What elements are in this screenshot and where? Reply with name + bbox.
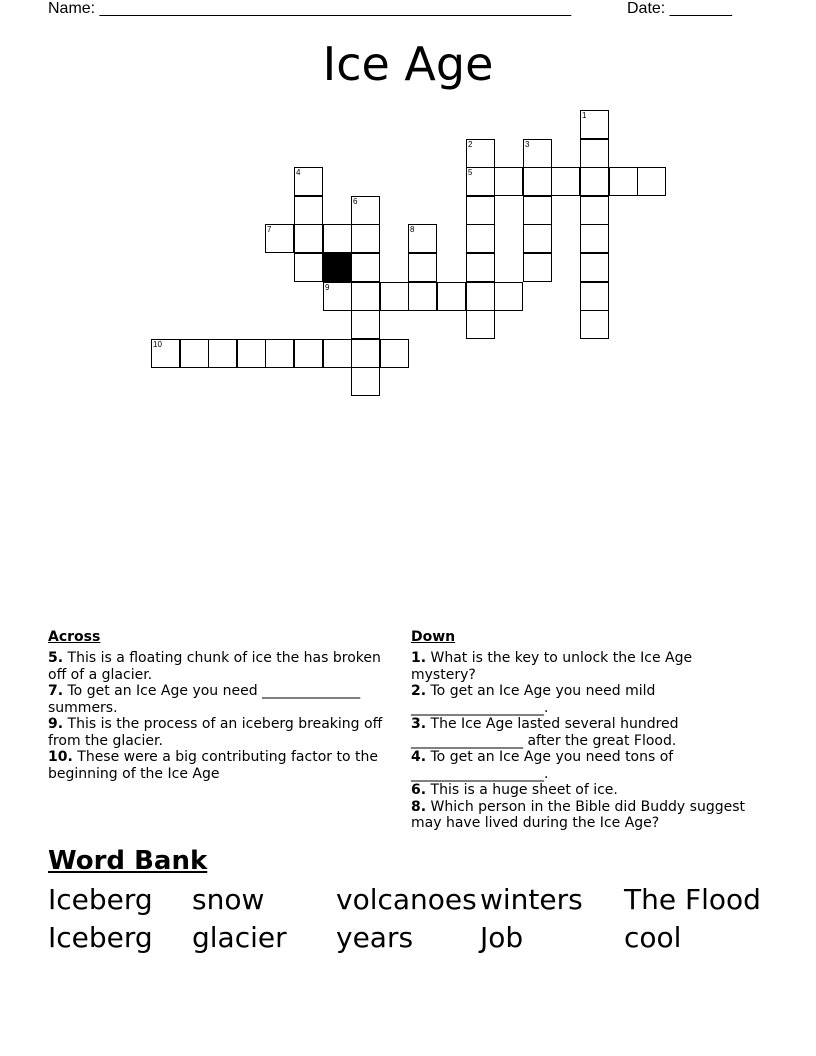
clue-text: To get an Ice Age you need tons of ___________________. [411, 749, 674, 782]
grid-cell[interactable] [580, 139, 609, 168]
grid-cell[interactable] [580, 167, 609, 196]
clue-number: 9 [325, 283, 330, 292]
across-heading: Across [48, 629, 101, 645]
word-bank-word: glacier [192, 921, 287, 954]
word-bank-word: winters [480, 883, 583, 916]
down-clue [411, 799, 751, 832]
clue-number: 8 [410, 225, 415, 234]
grid-cell[interactable] [523, 224, 552, 253]
grid-cell[interactable] [523, 167, 552, 196]
grid-cell[interactable] [523, 139, 552, 168]
grid-cell[interactable] [466, 310, 495, 339]
clue-text: The Ice Age lasted several hundred ________________ after the great Flood. [411, 716, 679, 749]
clue-text: To get an Ice Age you need ______________ summers. [48, 683, 361, 716]
clue-number: 5 [468, 168, 473, 177]
clue-number: 2 [468, 140, 473, 149]
across-clue [48, 683, 398, 716]
clue-number: 3 [525, 140, 530, 149]
across-clue [48, 716, 398, 749]
grid-cell[interactable] [351, 367, 380, 396]
grid-cell[interactable] [408, 253, 437, 282]
word-bank-word: years [336, 921, 414, 954]
grid-cell[interactable] [523, 196, 552, 225]
clue-number: 5. [48, 650, 64, 666]
grid-cell[interactable] [637, 167, 666, 196]
clue-number: 10 [153, 340, 162, 349]
grid-cell[interactable] [380, 339, 409, 368]
clue-number: 9. [48, 716, 64, 732]
grid-cell[interactable] [323, 224, 352, 253]
grid-cell[interactable] [437, 282, 466, 311]
grid-cell[interactable] [580, 110, 609, 139]
grid-cell[interactable] [265, 224, 294, 253]
grid-cell-black [323, 253, 352, 282]
grid-cell[interactable] [580, 196, 609, 225]
down-clues [411, 629, 751, 832]
clue-text: What is the key to unlock the Ice Age mystery? [411, 650, 693, 683]
clue-number: 4 [296, 168, 301, 177]
clue-number: 3. [411, 716, 427, 732]
grid-cell[interactable] [151, 339, 180, 368]
word-bank-word: The Flood [624, 883, 761, 916]
grid-cell[interactable] [323, 339, 352, 368]
grid-cell[interactable] [351, 282, 380, 311]
word-bank-word: volcanoes [336, 883, 477, 916]
down-heading: Down [411, 629, 456, 645]
clue-text: These were a big contributing factor to the beginning of the Ice Age [48, 749, 378, 782]
clue-number: 8. [411, 798, 427, 815]
word-bank-word: cool [624, 921, 682, 954]
grid-cell[interactable] [580, 282, 609, 311]
clue-text: This is a huge sheet of ice. [426, 782, 618, 798]
crossword-grid [0, 0, 816, 420]
down-clue [411, 683, 751, 716]
down-clue [411, 650, 751, 683]
grid-cell[interactable] [580, 224, 609, 253]
grid-cell[interactable] [523, 253, 552, 282]
grid-cell[interactable] [180, 339, 209, 368]
word-bank-word: Job [480, 921, 524, 954]
clue-text: This is a floating chunk of ice the has broken off of a glacier. [48, 650, 381, 683]
grid-cell[interactable] [294, 339, 323, 368]
grid-cell[interactable] [294, 253, 323, 282]
grid-cell[interactable] [351, 310, 380, 339]
grid-cell[interactable] [208, 339, 237, 368]
grid-cell[interactable] [466, 196, 495, 225]
grid-cell[interactable] [323, 282, 352, 311]
clue-text: This is the process of an iceberg breaking off from the glacier. [48, 716, 383, 749]
word-bank-word: Iceberg [48, 921, 153, 954]
clue-number: 7 [267, 225, 272, 234]
page-title: Ice Age [322, 37, 494, 91]
grid-cell[interactable] [351, 196, 380, 225]
word-bank-word: snow [192, 883, 265, 916]
clue-text: To get an Ice Age you need mild ___________________. [411, 683, 656, 716]
grid-cell[interactable] [265, 339, 294, 368]
grid-cell[interactable] [294, 224, 323, 253]
across-clue-list [48, 650, 398, 782]
word-bank-word: Iceberg [48, 883, 153, 916]
clue-number: 6. [411, 782, 427, 798]
clue-number: 7. [48, 683, 64, 699]
grid-cell[interactable] [408, 224, 437, 253]
name-field-label: Name: _____________________________________________________ [48, 0, 572, 17]
grid-cell[interactable] [466, 139, 495, 168]
clue-number: 1. [411, 650, 427, 666]
clue-number: 1 [582, 111, 587, 120]
across-clues [48, 629, 398, 782]
grid-cell[interactable] [294, 167, 323, 196]
clue-number: 6 [353, 197, 358, 206]
grid-cell[interactable] [466, 224, 495, 253]
across-clue [48, 650, 398, 683]
clue-number: 2. [411, 683, 427, 699]
grid-cell[interactable] [580, 310, 609, 339]
word-bank-title: Word Bank [48, 846, 208, 876]
grid-cell[interactable] [551, 167, 580, 196]
grid-cell[interactable] [237, 339, 266, 368]
grid-cell[interactable] [466, 167, 495, 196]
down-clue [411, 749, 751, 782]
grid-cell[interactable] [294, 196, 323, 225]
clue-text: Which person in the Bible did Buddy suggest may have lived during the Ice Age? [411, 798, 745, 831]
grid-cell[interactable] [380, 282, 409, 311]
grid-cell[interactable] [494, 282, 523, 311]
clue-number: 4. [411, 749, 427, 765]
clue-number: 10. [48, 749, 73, 765]
grid-cell[interactable] [494, 167, 523, 196]
grid-cell[interactable] [351, 339, 380, 368]
grid-cell[interactable] [408, 282, 437, 311]
grid-cell[interactable] [580, 253, 609, 282]
down-clue-list [411, 650, 751, 832]
grid-cell[interactable] [466, 253, 495, 282]
down-clue [411, 716, 751, 749]
down-clue [411, 782, 751, 799]
grid-cell[interactable] [351, 224, 380, 253]
grid-cell[interactable] [466, 282, 495, 311]
date-field-label: Date: _______ [627, 0, 732, 17]
across-clue [48, 749, 398, 782]
grid-cell[interactable] [609, 167, 638, 196]
grid-cell[interactable] [351, 253, 380, 282]
